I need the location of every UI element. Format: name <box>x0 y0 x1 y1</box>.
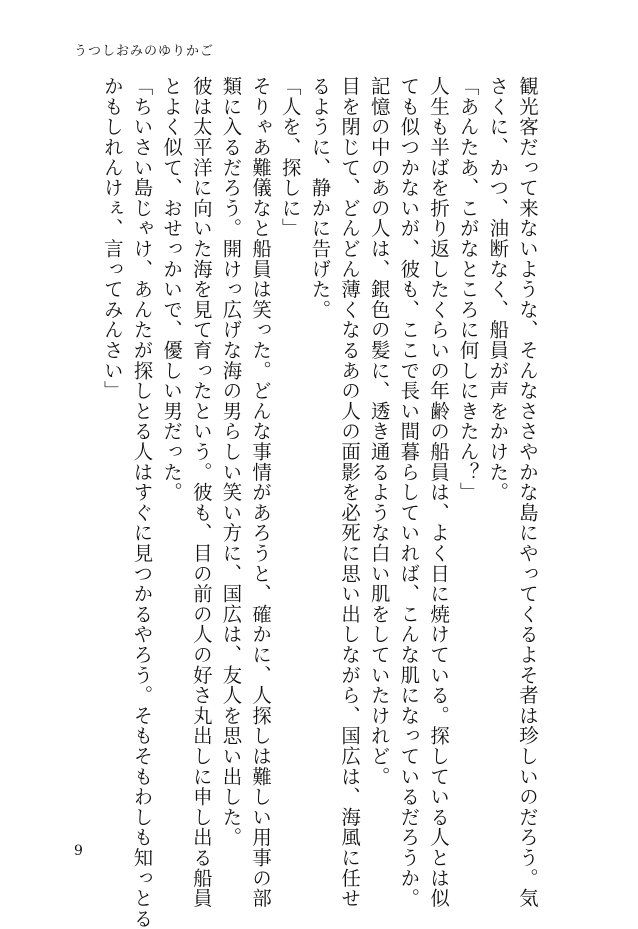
body-line: 記憶の中のあの人は、銀色の髪に、透き通るような白い肌をしていたけれど。 <box>367 76 391 787</box>
body-line: かもしれんけぇ、言ってみんさい」 <box>100 76 124 401</box>
body-line: 目を閉じて、どんどん薄くなるあの人の面影を必死に思い出しながら、国広は、海風に任せ <box>338 76 362 909</box>
body-line: 観光客だって来ないような、そんなささやかな島にやってくるよそ者は珍しいのだろう。気 <box>516 76 539 909</box>
body-line: 「あんたあ、こがなところに何しにきたん？」 <box>456 76 480 503</box>
body-line: 「ちいさい島じゃけ、あんたが探しとる人はすぐに見つかるやろう。そもそもわしも知っとる <box>130 76 154 929</box>
body-line: 人生も半ばを折り返したくらいの年齢の船員は、よく日に焼けている。探している人とは似 <box>427 76 451 909</box>
body-line: 彼は太平洋に向いた海を見て育ったという。彼も、目の前の人の好さ丸出しに申し出る船員 <box>189 76 213 909</box>
page-number: 9 <box>74 843 83 859</box>
running-head: うつしおみのゆりかご <box>74 44 215 59</box>
body-line: 類に入るだろう。開けっ広げな海の男らしい笑い方に、国広は、友人を思い出した。 <box>219 76 243 848</box>
body-line: さくに、かつ、油断なく、船員が声をかけた。 <box>486 76 510 503</box>
body-line: 「人を、探しに」 <box>278 76 302 239</box>
body-line: とよく似て、おせっかいで、優しい男だった。 <box>160 76 184 503</box>
body-line: そりゃあ難儀なと船員は笑った。どんな事情があろうと、確かに、人探しは難しい用事の部 <box>249 76 273 909</box>
body-line: るように、静かに告げた。 <box>308 76 332 320</box>
body-line: ても似つかないが、彼も、ここで長い間暮らしていれば、こんな肌になっているだろうか。 <box>397 76 421 909</box>
body-text <box>95 76 542 929</box>
